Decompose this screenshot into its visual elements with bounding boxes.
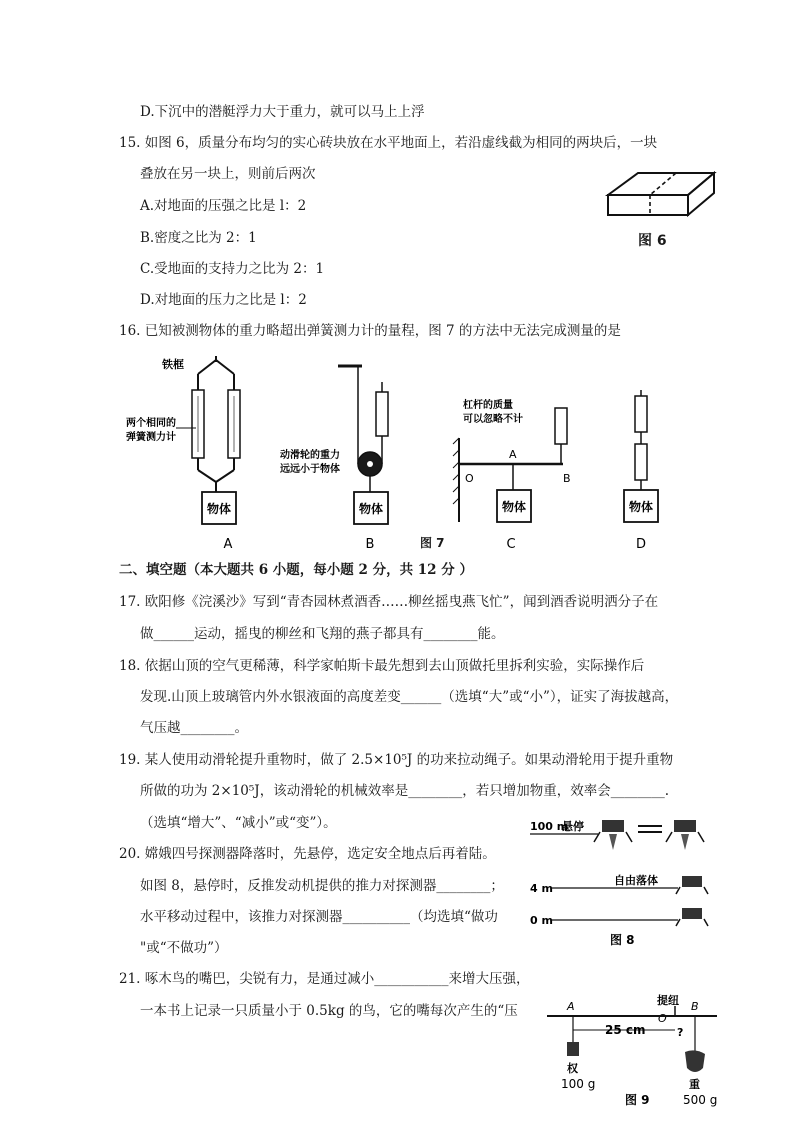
- q15-stem-line2: 叠放在另一块上，则前后两次: [140, 166, 316, 182]
- label-a: A: [567, 1000, 575, 1013]
- q15-option-a: A.对地面的压强之比是 l：2: [140, 198, 307, 214]
- label-knob: 提纽: [657, 994, 679, 1007]
- q14-option-d: D.下沉中的潜艇浮力大于重力，就可以马上上浮: [140, 104, 425, 120]
- brick-figure: [600, 165, 725, 225]
- q19-line1: 19. 某人使用动滑轮提升重物时，做了 2.5×10⁵J 的功来拉动绳子。如果动滑轮用于提升重物: [119, 752, 674, 768]
- label-4m: 4 m: [530, 882, 553, 895]
- label-100m: 100 m: [530, 820, 569, 833]
- q20-line2: 如图 8，悬停时，反推发动机提供的推力对探测器________；: [140, 878, 504, 894]
- q18-line2: 发现.山顶上玻璃管内外水银液面的高度差变______（选填“大”或“小”），证实了海拔越高，: [140, 689, 679, 705]
- point-o: O: [465, 472, 474, 485]
- option-d-label: D: [635, 537, 647, 552]
- figure-9-caption: 图 9: [625, 1093, 650, 1107]
- q15-option-c: C.受地面的支持力之比为 2：1: [140, 261, 325, 277]
- q15-option-d: D.对地面的压力之比是 l：2: [140, 292, 307, 308]
- figure-7a: [118, 352, 278, 552]
- figure-7d: [605, 352, 685, 552]
- q19-line3: （选填“增大”、“减小”或“变”）。: [140, 815, 337, 831]
- label-distance: 25 cm: [605, 1023, 646, 1037]
- figure-8: [528, 812, 718, 952]
- spring-meter-d-top: [635, 396, 647, 432]
- q17-line2: 做______运动，摇曳的柳丝和飞翔的燕子都具有________能。: [140, 626, 505, 642]
- point-b: B: [563, 472, 571, 485]
- figure-7-caption: 图 7: [420, 536, 445, 550]
- counterweight: [567, 1042, 579, 1056]
- option-c-label: C: [506, 537, 516, 552]
- spring-meter-c: [555, 408, 567, 444]
- section-heading: 二、填空题（本大题共 6 小题，每小题 2 分，共 12 分 ）: [119, 562, 473, 578]
- q15-option-b: B.密度之比为 2：1: [140, 230, 257, 246]
- option-a-label: A: [223, 537, 233, 552]
- lander-landed: [676, 908, 708, 926]
- q18-line3: 气压越________。: [140, 720, 248, 736]
- figure-7c: [445, 352, 595, 552]
- spring-meter-d-bottom: [635, 444, 647, 480]
- label-weight-mass: 100 g: [561, 1077, 596, 1091]
- lander-hover-1: [594, 820, 632, 850]
- label-load: 重: [689, 1078, 700, 1091]
- object-label-c: 物体: [501, 500, 527, 514]
- lever-label-line2: 可以忽略不计: [463, 414, 523, 425]
- q21-line1: 21. 啄木鸟的嘴巴，尖锐有力，是通过减小___________来增大压强，: [119, 971, 530, 987]
- lander-hover-2: [666, 820, 704, 850]
- spring-meter-b: [376, 392, 388, 436]
- meters-label-line1: 两个相同的: [126, 418, 176, 429]
- label-o: O: [658, 1012, 667, 1025]
- iron-frame: [198, 360, 234, 374]
- meters-label-line2: 弹簧测力计: [126, 432, 176, 443]
- label-load-mass: 500 g: [683, 1093, 718, 1107]
- frame-label: 铁框: [162, 358, 184, 371]
- pulley-label-line2: 远远小于物体: [280, 464, 340, 475]
- q19-line2: 所做的功为 2×10⁵J，该动滑轮的机械效率是________，若只增加物重，效率会________.: [140, 783, 669, 799]
- cut-dashed-line: [650, 173, 676, 195]
- label-0m: 0 m: [530, 914, 553, 927]
- figure-8-caption: 图 8: [610, 933, 635, 947]
- q20-line4: "或“不做功”）: [140, 940, 228, 956]
- object-label-d: 物体: [628, 500, 654, 514]
- object-label-a: 物体: [206, 502, 232, 516]
- q21-line2: 一本书上记录一只质量小于 0.5kg 的鸟，它的嘴每次产生的“压: [140, 1003, 518, 1019]
- label-weight: 权: [567, 1062, 578, 1075]
- q16-stem: 16. 已知被测物体的重力略超出弹簧测力计的量程，图 7 的方法中无法完成测量的是: [119, 323, 621, 339]
- load-object: [685, 1050, 705, 1072]
- object-label-b: 物体: [358, 502, 384, 516]
- lander-freefall: [676, 876, 708, 894]
- figure-6-caption: 图 6: [638, 233, 667, 249]
- label-question: ?: [677, 1026, 684, 1039]
- label-b: B: [691, 1000, 699, 1013]
- pulley-label-line1: 动滑轮的重力: [280, 450, 340, 461]
- point-a: A: [509, 448, 517, 461]
- q18-line1: 18. 依据山顶的空气更稀薄，科学家帕斯卡最先想到去山顶做托里拆利实验，实际操作后: [119, 658, 645, 674]
- q15-stem-line1: 15. 如图 6，质量分布均匀的实心砖块放在水平地面上，若沿虚线截为相同的两块后，一块: [119, 135, 658, 151]
- q17-line1: 17. 欧阳修《浣溪沙》写到“青杏园林煮酒香……柳丝摇曳燕飞忙”，闻到酒香说明洒分子在: [119, 594, 659, 610]
- q20-line3: 水平移动过程中，该推力对探测器__________（均选填“做功: [140, 909, 498, 925]
- lever-label-line1: 杠杆的质量: [463, 400, 513, 411]
- figure-9: [545, 992, 735, 1117]
- label-hover: 悬停: [562, 820, 584, 833]
- q20-line1: 20. 嫦娥四号探测器降落时，先悬停，选定安全地点后再着陆。: [119, 846, 496, 862]
- figure-7b: [278, 352, 428, 552]
- option-b-label: B: [365, 537, 375, 552]
- label-freefall: 自由落体: [614, 874, 658, 887]
